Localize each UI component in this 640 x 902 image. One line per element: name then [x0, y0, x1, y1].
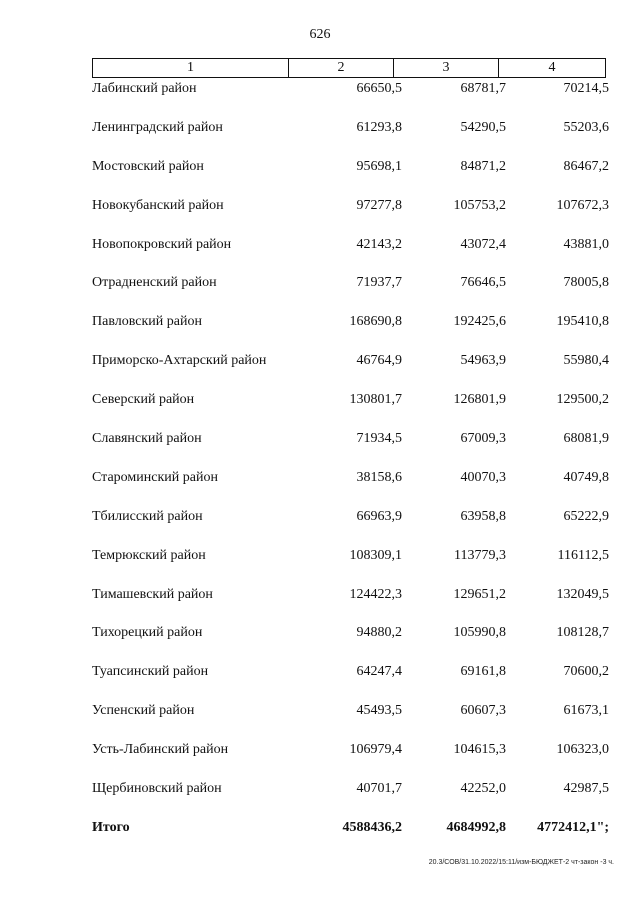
value-col-4: 116112,5: [557, 547, 609, 563]
table-row: [0, 429, 640, 468]
district-name: Успенский район: [92, 703, 195, 719]
value-col-2: 97277,8: [356, 197, 402, 213]
table-row: [0, 196, 640, 235]
total-row: [0, 818, 640, 857]
district-name: Щербиновский район: [92, 781, 222, 797]
district-name: Ленинградский район: [92, 119, 223, 135]
table-row: [0, 779, 640, 818]
header-col-1: 1: [93, 59, 289, 77]
page-number: 626: [309, 27, 331, 42]
district-name: Тимашевский район: [92, 586, 213, 602]
value-col-2: 94880,2: [356, 625, 402, 641]
value-col-4: 129500,2: [556, 392, 609, 408]
value-col-3: 42252,0: [460, 781, 506, 797]
total-label: Итого: [92, 819, 130, 835]
table-row: [0, 235, 640, 274]
value-col-4: 61673,1: [563, 703, 609, 719]
district-name: Славянский район: [92, 431, 202, 447]
value-col-4: 68081,9: [563, 431, 609, 447]
value-col-4: 132049,5: [556, 586, 609, 602]
table-row: [0, 740, 640, 779]
value-col-2: 42143,2: [356, 236, 402, 252]
value-col-2: 61293,8: [356, 119, 402, 135]
district-name: Темрюкский район: [92, 547, 206, 563]
district-name: Павловский район: [92, 314, 202, 330]
table-row: [0, 701, 640, 740]
district-name: Мостовский район: [92, 158, 204, 174]
district-name: Приморско-Ахтарский район: [92, 353, 267, 369]
district-name: Староминский район: [92, 469, 218, 485]
value-col-2: 66650,5: [356, 81, 402, 96]
header-col-3: 3: [394, 59, 499, 77]
table-body: [0, 79, 640, 857]
table-row: [0, 468, 640, 507]
value-col-3: 69161,8: [460, 664, 506, 680]
value-col-4: 107672,3: [556, 197, 609, 213]
value-col-4: 65222,9: [563, 508, 609, 524]
value-col-2: 106979,4: [349, 742, 402, 758]
header-col-4: 4: [548, 60, 556, 75]
value-col-4: 78005,8: [563, 275, 609, 291]
value-col-2: 38158,6: [356, 469, 402, 485]
value-col-2: 130801,7: [349, 392, 402, 408]
value-col-4: 55203,6: [563, 119, 609, 135]
value-col-3: 113779,3: [454, 547, 506, 563]
header-col-2: 2: [289, 59, 394, 77]
table-row: [0, 623, 640, 662]
district-name: Усть-Лабинский район: [92, 742, 229, 758]
value-col-4: 106323,0: [556, 742, 609, 758]
value-col-3: 126801,9: [453, 392, 506, 408]
table-row: [0, 273, 640, 312]
value-col-2: 45493,5: [356, 703, 402, 719]
value-col-2: 40701,7: [356, 781, 402, 797]
value-col-3: 104615,3: [453, 742, 506, 758]
district-name: Северский район: [92, 392, 195, 408]
value-col-4: 70214,5: [563, 81, 609, 96]
table-row: [0, 507, 640, 546]
table-row: [0, 79, 640, 118]
value-col-2: 168690,8: [349, 314, 402, 330]
district-name: Туапсинский район: [92, 664, 209, 680]
table-row: [0, 312, 640, 351]
value-col-3: 105753,2: [453, 197, 506, 213]
value-col-4: 55980,4: [563, 353, 609, 369]
table-row: [0, 351, 640, 390]
value-col-2: 108309,1: [349, 547, 402, 563]
value-col-3: 4684992,8: [446, 819, 506, 835]
value-col-3: 192425,6: [453, 314, 506, 330]
value-col-4: 43881,0: [563, 236, 609, 252]
district-name: Лабинский район: [92, 81, 197, 96]
value-col-4: 86467,2: [563, 158, 609, 174]
table-row: [0, 118, 640, 157]
district-name: Тихорецкий район: [92, 625, 203, 641]
value-col-3: 76646,5: [460, 275, 506, 291]
value-col-2: 66963,9: [356, 508, 402, 524]
table-row: [0, 662, 640, 701]
value-col-2: 71937,7: [356, 275, 402, 291]
value-col-2: 95698,1: [356, 158, 402, 174]
value-col-4: 42987,5: [563, 781, 609, 797]
table-row: [0, 157, 640, 196]
value-col-4: 195410,8: [556, 314, 609, 330]
value-col-3: 84871,2: [460, 158, 506, 174]
value-col-4: 108128,7: [556, 625, 609, 641]
value-col-3: 60607,3: [460, 703, 506, 719]
value-col-2: 124422,3: [349, 586, 402, 602]
footer-reference: 20.3/СОВ/31.10.2022/15:11/изм-БЮДЖЕТ-2 чт-закон -3 ч.: [428, 859, 614, 866]
table-row: [0, 390, 640, 429]
district-name: Отрадненский район: [92, 275, 217, 291]
value-col-4: 4772412,1";: [537, 819, 609, 835]
value-col-3: 63958,8: [460, 508, 506, 524]
district-name: Тбилисский район: [92, 508, 203, 524]
value-col-3: 40070,3: [460, 469, 506, 485]
table-header: [92, 58, 606, 78]
value-col-2: 4588436,2: [342, 819, 402, 835]
value-col-2: 64247,4: [356, 664, 402, 680]
value-col-3: 129651,2: [453, 586, 506, 602]
value-col-2: 46764,9: [356, 353, 402, 369]
value-col-3: 67009,3: [460, 431, 506, 447]
value-col-3: 54290,5: [460, 119, 506, 135]
value-col-3: 54963,9: [460, 353, 506, 369]
value-col-2: 71934,5: [356, 431, 402, 447]
value-col-4: 70600,2: [563, 664, 609, 680]
value-col-3: 68781,7: [460, 81, 506, 96]
district-name: Новокубанский район: [92, 197, 224, 213]
table-row: [0, 585, 640, 624]
value-col-4: 40749,8: [563, 469, 609, 485]
table-row: [0, 546, 640, 585]
value-col-3: 43072,4: [460, 236, 506, 252]
value-col-3: 105990,8: [453, 625, 506, 641]
district-name: Новопокровский район: [92, 236, 232, 252]
